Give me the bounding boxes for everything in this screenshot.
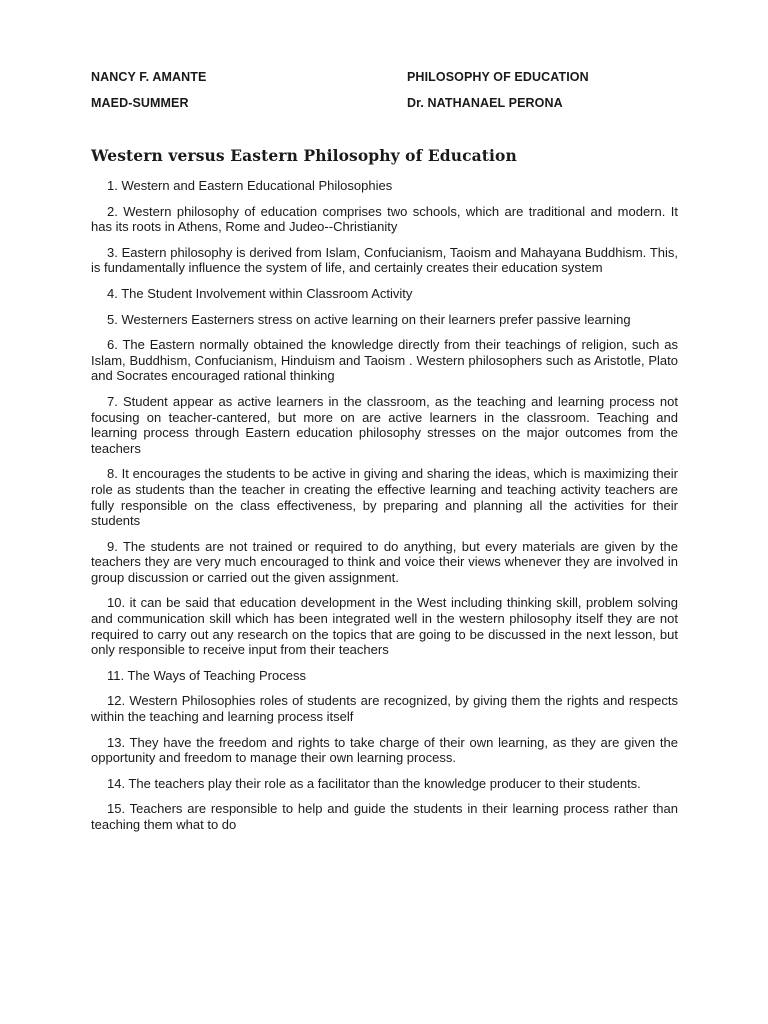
paragraph-11: 11. The Ways of Teaching Process [107, 667, 306, 683]
paragraph-10: 10. it can be said that education development in the West including thinking skill, problem solving and communication skill which has been integrated well in the western philosophy itself they are not required to carry out any research on the topics that are going to be discussed in the next lesson, but only responsible to receive input from their teachers [91, 595, 678, 658]
paragraph-6: 6. The Eastern normally obtained the knowledge directly from their teachings of religion, such as Islam, Buddhism, Confucianism, Hinduism and Taoism . Western philosophers such as Aristotle, Plato and Socrates encouraged rational thinking [91, 337, 678, 384]
paragraph-9: 9. The students are not trained or required to do anything, but every materials are given by the teachers they are very much encouraged to think and voice their views whenever they are involved in group discussion or carried out the given assignment. [91, 538, 678, 585]
course-name: PHILOSOPHY OF EDUCATION [407, 70, 589, 84]
paragraph-7: 7. Student appear as active learners in the classroom, as the teaching and learning process not focusing on teacher-cantered, but more on are active learners in the classroom. Teaching and learning process through Eastern education philosophy stresses on the major outcomes from the teachers [91, 393, 678, 456]
paragraph-2: 2. Western philosophy of education comprises two schools, which are traditional and modern. It has its roots in Athens, Rome and Judeo--Christianity [91, 203, 678, 235]
paragraph-1: 1. Western and Eastern Educational Philosophies [107, 178, 393, 193]
paragraph-15: 15. Teachers are responsible to help and guide the students in their learning process rather than teaching them what to do [91, 801, 678, 832]
document-body [91, 178, 678, 843]
document-title: Western versus Eastern Philosophy of Education [91, 146, 517, 165]
paragraph-8: 8. It encourages the students to be active in giving and sharing the ideas, which is maximizing their role as students than the teacher in creating the effective learning and teaching activity teachers are fully responsible on the class effectiveness, by preparing and planning all the activities for their students [91, 466, 678, 529]
instructor-name: Dr. NATHANAEL PERONA [407, 96, 563, 110]
program-name: MAED-SUMMER [91, 96, 189, 110]
author-name: NANCY F. AMANTE [91, 70, 207, 84]
paragraph-12: 12. Western Philosophies roles of students are recognized, by giving them the rights and respects within the teaching and learning process itself [91, 693, 678, 725]
paragraph-14: 14. The teachers play their role as a facilitator than the knowledge producer to their students. [107, 775, 641, 791]
paragraph-13: 13. They have the freedom and rights to take charge of their own learning, as they are given the opportunity and freedom to manage their own learning process. [91, 734, 678, 766]
paragraph-4: 4. The Student Involvement within Classroom Activity [107, 285, 413, 301]
paragraph-3: 3. Eastern philosophy is derived from Islam, Confucianism, Taoism and Mahayana Buddhism. This, is fundamentally influence the system of life, and certainly creates their education system [91, 244, 678, 276]
paragraph-5: 5. Westerners Easterners stress on active learning on their learners prefer passive learning [107, 311, 631, 327]
